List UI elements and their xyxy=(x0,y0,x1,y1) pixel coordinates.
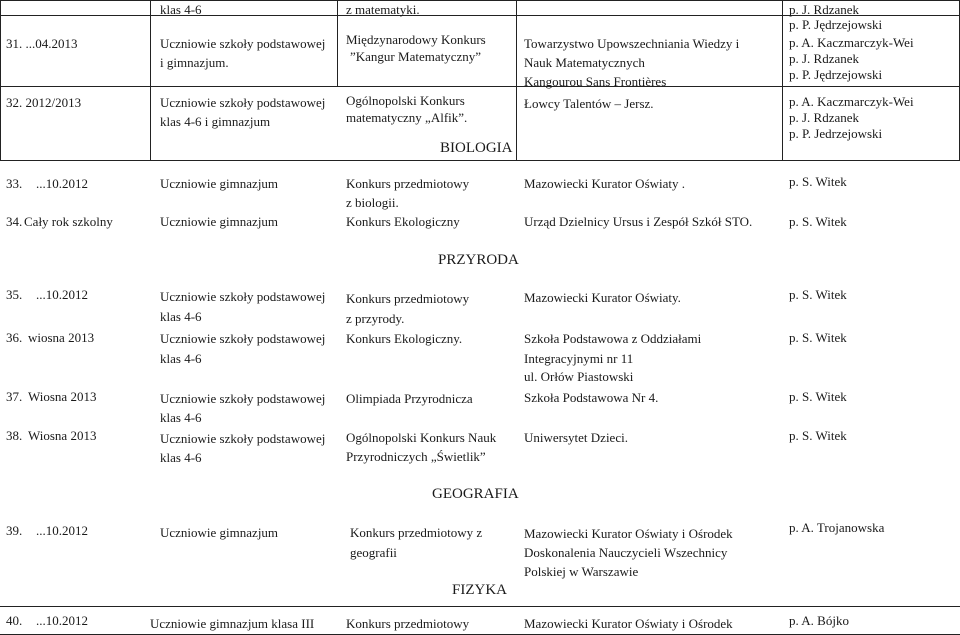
teacher: p. S. Witek xyxy=(789,389,847,404)
teacher: p. S. Witek xyxy=(789,330,847,345)
contest-line: ”Kangur Matematyczny” xyxy=(350,49,482,64)
row-date: ...10.2012 xyxy=(36,523,88,538)
participants-line: klas 4-6 xyxy=(160,410,202,425)
contest-line: matematyczny „Alfik”. xyxy=(346,110,468,125)
row-number: 33. xyxy=(6,176,23,191)
contest-line: z biologii. xyxy=(346,195,399,210)
teacher-line: p. P. Jedrzejowski xyxy=(789,126,883,141)
participants-line: klas 4-6 xyxy=(160,309,202,324)
row-date: Cały rok szkolny xyxy=(24,214,113,229)
contest-line: Ogólnopolski Konkurs Nauk xyxy=(346,430,497,445)
participants-line: klas 4-6 xyxy=(160,450,202,465)
row-number: 38. xyxy=(6,428,23,443)
section-heading-geografia: GEOGRAFIA xyxy=(432,486,519,502)
organizer-line: Polskiej w Warszawie xyxy=(524,564,639,579)
row-number: 36. xyxy=(6,330,23,345)
teacher-line: p. J. Rdzanek xyxy=(789,51,860,66)
organizer: Mazowiecki Kurator Oświaty i Ośrodek xyxy=(524,616,733,631)
contest-line: Konkurs Ekologiczny. xyxy=(346,331,463,346)
column-rule xyxy=(516,0,517,160)
subject-continued: z matematyki. xyxy=(346,2,420,17)
organizer-line: Towarzystwo Upowszechniania Wiedzy i xyxy=(524,36,740,51)
teacher-continued: p. J. Rdzanek xyxy=(789,2,860,17)
table-rule xyxy=(0,0,960,1)
teacher: p. A. Trojanowska xyxy=(789,520,885,535)
row-number: 40. xyxy=(6,613,23,628)
row-number: 39. xyxy=(6,523,23,538)
table-rule xyxy=(0,86,960,87)
contest-line: Konkurs przedmiotowy z xyxy=(350,525,483,540)
participants: Uczniowie gimnazjum klasa III xyxy=(150,616,315,631)
row-date: ...10.2012 xyxy=(36,613,88,628)
teacher: p. S. Witek xyxy=(789,214,847,229)
contest-line: Konkurs przedmiotowy xyxy=(346,176,470,191)
table-rule xyxy=(0,606,960,607)
contest-line: Ogólnopolski Konkurs xyxy=(346,93,465,108)
class-continued: klas 4-6 xyxy=(160,2,202,17)
row-date: Wiosna 2013 xyxy=(28,389,97,404)
teacher: p. A. Bójko xyxy=(789,613,849,628)
participants: Uczniowie gimnazjum xyxy=(160,214,279,229)
organizer-line: Łowcy Talentów – Jersz. xyxy=(524,96,654,111)
row-date: wiosna 2013 xyxy=(28,330,95,345)
contest-line: z przyrody. xyxy=(346,311,405,326)
participants: Uczniowie gimnazjum xyxy=(160,176,279,191)
participants-line: Uczniowie szkoły podstawowej xyxy=(160,331,326,346)
organizer-line: Mazowiecki Kurator Oświaty i Ośrodek xyxy=(524,526,733,541)
organizer-line: Szkoła Podstawowa z Oddziałami xyxy=(524,331,702,346)
row-date: ...10.2012 xyxy=(36,287,88,302)
participants-line: Uczniowie szkoły podstawowej xyxy=(160,431,326,446)
organizer: Urząd Dzielnicy Ursus i Zespół Szkół STO. xyxy=(524,214,753,229)
row-date: Wiosna 2013 xyxy=(28,428,97,443)
teacher-line: p. P. Jędrzejowski xyxy=(789,17,883,32)
organizer-line: Szkoła Podstawowa Nr 4. xyxy=(524,390,659,405)
participants-line: Uczniowie szkoły podstawowej xyxy=(160,289,326,304)
organizer-line: Mazowiecki Kurator Oświaty. xyxy=(524,290,681,305)
participants-line: Uczniowie szkoły podstawowej xyxy=(160,95,326,110)
column-rule xyxy=(150,0,151,160)
row-number: 37. xyxy=(6,389,23,404)
section-heading-biologia: BIOLOGIA xyxy=(440,140,513,156)
teacher-line: p. J. Rdzanek xyxy=(789,110,860,125)
organizer-line: Integracyjnymi nr 11 xyxy=(524,351,634,366)
organizer-line: Kangourou Sans Frontières xyxy=(524,74,667,89)
contest-line: Konkurs Ekologiczny xyxy=(346,214,460,229)
organizer: Mazowiecki Kurator Oświaty . xyxy=(524,176,686,191)
contest-line: Przyrodniczych „Świetlik” xyxy=(346,449,486,464)
section-heading-przyroda: PRZYRODA xyxy=(438,252,519,268)
contest-line: geografii xyxy=(350,545,397,560)
teacher-line: p. A. Kaczmarczyk-Wei xyxy=(789,94,914,109)
organizer-line: ul. Orłów Piastowski xyxy=(524,369,634,384)
contest-line: Konkurs przedmiotowy xyxy=(346,291,470,306)
organizer-line: Uniwersytet Dzieci. xyxy=(524,430,628,445)
table-rule xyxy=(0,160,960,161)
row-number: 35. xyxy=(6,287,23,302)
teacher: p. S. Witek xyxy=(789,428,847,443)
participants-line: klas 4-6 xyxy=(160,351,202,366)
teacher-line: p. P. Jędrzejowski xyxy=(789,67,883,82)
row-number: 34. xyxy=(6,214,23,229)
participants-line: Uczniowie szkoły podstawowej xyxy=(160,36,326,51)
teacher-line: p. A. Kaczmarczyk-Wei xyxy=(789,35,914,50)
column-rule xyxy=(337,0,338,86)
participants: Uczniowie gimnazjum xyxy=(160,525,279,540)
teacher: p. S. Witek xyxy=(789,287,847,302)
participants-line: Uczniowie szkoły podstawowej xyxy=(160,391,326,406)
section-heading-fizyka: FIZYKA xyxy=(452,582,507,598)
participants-line: klas 4-6 i gimnazjum xyxy=(160,114,271,129)
contest-line: Międzynarodowy Konkurs xyxy=(346,32,486,47)
organizer-line: Nauk Matematycznych xyxy=(524,55,645,70)
teacher: p. S. Witek xyxy=(789,174,847,189)
contest-line: Olimpiada Przyrodnicza xyxy=(346,391,473,406)
participants-line: i gimnazjum. xyxy=(160,55,229,70)
contest: Konkurs przedmiotowy xyxy=(346,616,470,631)
row-date: ...10.2012 xyxy=(36,176,88,191)
row-number-date: 32. 2012/2013 xyxy=(6,95,82,110)
column-rule xyxy=(782,0,783,160)
column-rule xyxy=(0,0,1,160)
row-number-date: 31. ...04.2013 xyxy=(6,36,78,51)
organizer-line: Doskonalenia Nauczycieli Wszechnicy xyxy=(524,545,728,560)
